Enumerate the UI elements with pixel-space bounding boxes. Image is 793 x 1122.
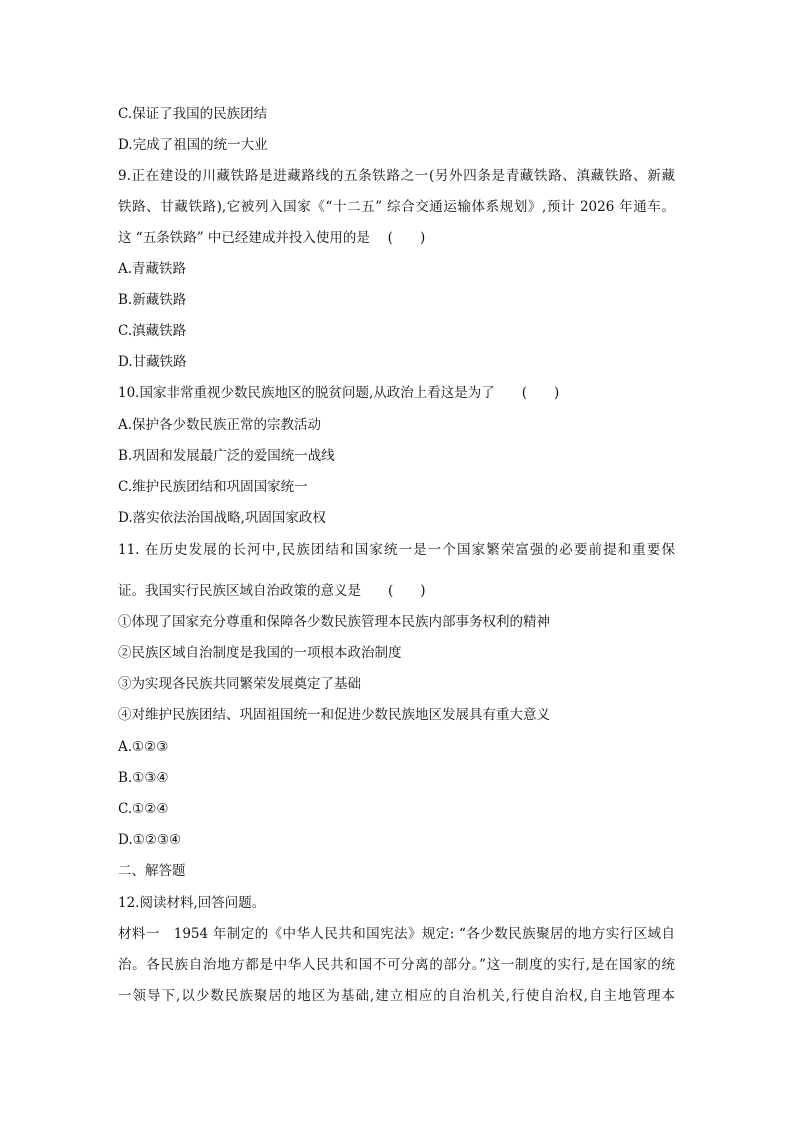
statement-2-q11: ②民族区域自治制度是我国的一项根本政治制度 xyxy=(118,645,402,661)
option-c-q11: C.①②④ xyxy=(118,801,169,817)
option-d-q11: D.①②③④ xyxy=(118,832,182,848)
option-b-q9: B.新藏铁路 xyxy=(118,292,187,308)
section-heading: 二、解答题 xyxy=(118,863,186,879)
statement-4-q11: ④对维护民族团结、巩固祖国统一和促进少数民族地区发展具有重大意义 xyxy=(118,707,550,723)
question-11-line-1: 11. 在历史发展的长河中,民族团结和国家统一是一个国家繁荣富强的必要前提和重要保 xyxy=(118,542,675,558)
statement-3-q11: ③为实现各民族共同繁荣发展奠定了基础 xyxy=(118,676,361,692)
question-11-line-2: 证。我国实行民族区域自治政策的意义是 ( ) xyxy=(118,583,426,599)
question-9-line-2: 铁路、甘藏铁路),它被列入国家《“十二五” 综合交通运输体系规划》,预计 2026 年通车。 xyxy=(118,199,675,215)
option-a-q11: A.①②③ xyxy=(118,739,169,755)
material-1-line-1: 材料一 1954 年制定的《中华人民共和国宪法》规定: “各少数民族聚居的地方实行区域自 xyxy=(118,926,675,942)
option-a-q10: A.保护各少数民族正常的宗教活动 xyxy=(118,417,322,433)
option-b-q11: B.①③④ xyxy=(118,770,169,786)
question-9-line-3: 这 “五条铁路” 中已经建成并投入使用的是 ( ) xyxy=(118,230,426,246)
statement-1-q11: ①体现了国家充分尊重和保障各少数民族管理本民族内部事务权利的精神 xyxy=(118,614,550,630)
option-a-q9: A.青藏铁路 xyxy=(118,261,187,277)
material-1-line-3: 一领导下,以少数民族聚居的地区为基础,建立相应的自治机关,行使自治权,自主地管理本 xyxy=(118,988,675,1004)
question-9-line-1: 9.正在建设的川藏铁路是进藏路线的五条铁路之一(另外四条是青藏铁路、滇藏铁路、新藏 xyxy=(118,168,675,184)
question-12-prompt: 12.阅读材料,回答问题。 xyxy=(118,895,266,911)
material-1-line-2: 治。各民族自治地方都是中华人民共和国不可分离的部分。”这一制度的实行,是在国家的统 xyxy=(118,957,675,973)
option-d-q8: D.完成了祖国的统一大业 xyxy=(118,137,268,153)
question-10: 10.国家非常重视少数民族地区的脱贫问题,从政治上看这是为了 ( ) xyxy=(118,385,560,401)
option-c-q9: C.滇藏铁路 xyxy=(118,323,187,339)
option-c-q8: C.保证了我国的民族团结 xyxy=(118,106,268,122)
option-d-q10: D.落实依法治国战略,巩固国家政权 xyxy=(118,510,326,526)
option-b-q10: B.巩固和发展最广泛的爱国统一战线 xyxy=(118,448,335,464)
option-c-q10: C.维护民族团结和巩固国家统一 xyxy=(118,479,308,495)
option-d-q9: D.甘藏铁路 xyxy=(118,354,187,370)
